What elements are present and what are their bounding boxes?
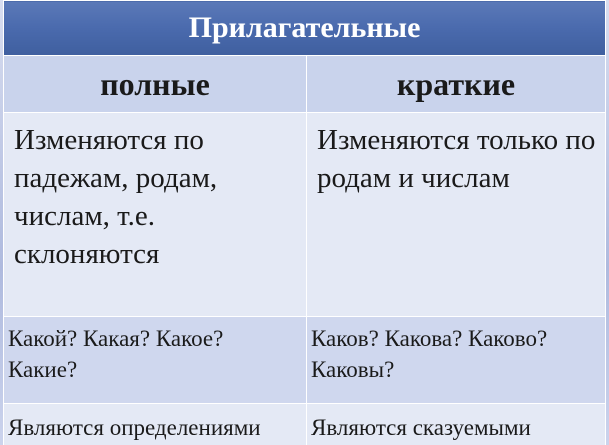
table-row-role xyxy=(4,404,606,445)
table-row-change xyxy=(4,113,606,317)
table-title: Прилагательные xyxy=(4,1,606,56)
cell-change-full: Изменяются по падежам, родам, числам, т.е. склоняются xyxy=(4,113,307,317)
column-header-short: краткие xyxy=(307,56,606,113)
cell-change-short: Изменяются только по родам и числам xyxy=(307,113,606,317)
adjectives-table xyxy=(3,0,606,445)
cell-role-full: Являются определениями xyxy=(4,404,307,445)
cell-questions-full: Какой? Какая? Какое? Какие? xyxy=(4,317,307,404)
cell-role-short: Являются сказуемыми xyxy=(307,404,606,445)
header-row xyxy=(4,56,606,113)
column-header-full: полные xyxy=(4,56,307,113)
table-row-questions xyxy=(4,317,606,404)
title-row xyxy=(4,1,606,56)
cell-questions-short: Каков? Какова? Каково? Каковы? xyxy=(307,317,606,404)
